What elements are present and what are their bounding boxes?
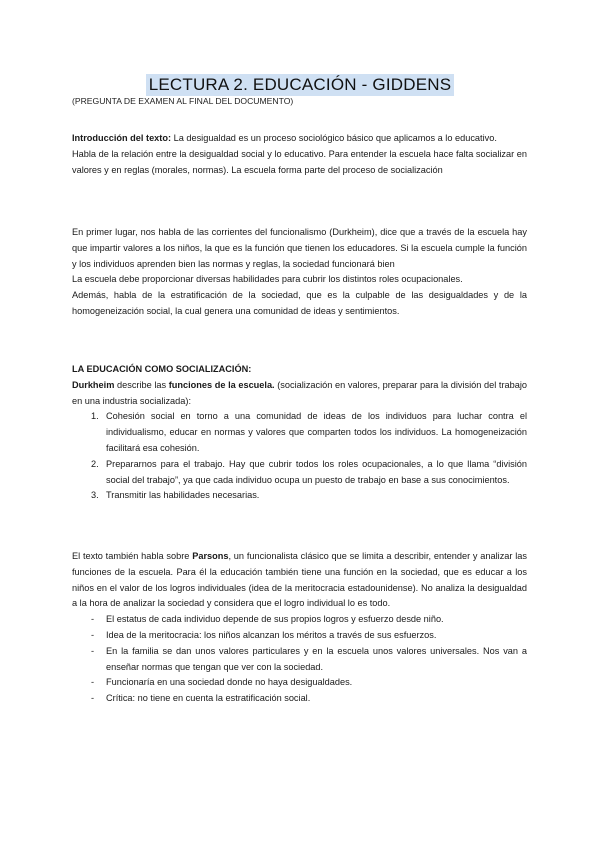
parsons-paragraph — [72, 549, 527, 612]
list-marker: 1. — [91, 411, 99, 422]
intro-paragraph — [72, 131, 527, 147]
socializacion-section — [72, 362, 527, 504]
funcionalismo-paragraph-3: Además, habla de la estratificación de la sociedad, que es la culpable de las desigualdades y de la homogeneización social, la cual genera una comunidad de ideas y sentimientos. — [72, 290, 527, 316]
list-item — [72, 628, 527, 644]
list-item — [72, 691, 527, 707]
durkheim-name: Durkheim — [72, 379, 115, 390]
list-item — [72, 644, 527, 676]
list-marker: - — [91, 645, 95, 656]
list-item-text: Crítica: no tiene en cuenta la estratificación social. — [106, 693, 311, 704]
document-subtitle: (PREGUNTA DE EXAMEN AL FINAL DEL DOCUMENTO) — [72, 96, 294, 106]
parsons-section — [72, 549, 527, 707]
parsons-name: Parsons — [192, 551, 229, 561]
list-item-text: Cohesión social en torno a una comunidad de ideas de los individuos para luchar contra el individualismo, educar en normas y valores que comparten todos los individuos. La homogeneización facilitará esa cohesión. — [106, 411, 527, 453]
list-item — [72, 675, 527, 691]
list-item-text: Idea de la meritocracia: los niños alcanzan los méritos a través de sus esfuerzos. — [106, 629, 437, 640]
durkheim-functions-list — [72, 409, 527, 504]
funcionalismo-section — [72, 225, 527, 320]
list-item — [72, 612, 527, 628]
list-item — [72, 488, 527, 504]
list-item-text: Transmitir las habilidades necesarias. — [106, 490, 260, 501]
intro-label: Introducción del texto: — [72, 133, 172, 143]
funcionalismo-paragraph-2: La escuela debe proporcionar diversas habilidades para cubrir los distintos roles ocupacionales. — [72, 274, 463, 285]
parsons-post: , un funcionalista clásico que se limita a describir, entender y analizar las funciones de la escuela. Para él la educación también tiene una función en la sociedad, que es educar a los niños en el valor de los logros individuales (idea de la meritocracia estadounidense). No analiza la desigualdad a la hora de analizar la sociedad y considera que el logro individual lo es todo. — [72, 551, 528, 609]
intro-text-1: La desigualdad es un proceso sociológico básico que aplicamos a lo educativo. — [171, 133, 497, 143]
durkheim-rest: (socialización en valores, preparar para la división del trabajo en una industria socializada): — [72, 379, 527, 406]
document-title: LECTURA 2. EDUCACIÓN - GIDDENS — [146, 74, 455, 96]
list-item-text: Funcionaría en una sociedad donde no haya desigualdades. — [106, 677, 353, 688]
durkheim-paragraph — [72, 378, 527, 410]
list-marker: - — [91, 614, 95, 625]
durkheim-describe: describe las — [114, 379, 169, 390]
list-marker: - — [91, 677, 95, 688]
list-marker: 3. — [91, 490, 99, 501]
list-marker: - — [91, 693, 95, 704]
list-item — [72, 457, 527, 489]
parsons-pre: El texto también habla sobre — [72, 551, 193, 561]
funciones-escuela: funciones de la escuela. — [168, 379, 275, 390]
intro-paragraph-2: Habla de la relación entre la desigualdad social y lo educativo. Para entender la escuela hace falta socializar en valores y en reglas (morales, normas). La escuela forma parte del proceso de socialización — [72, 148, 527, 175]
list-item-text: En la familia se dan unos valores particulares y en la escuela unos valores universales. Nos van a enseñar normas que tengan que ver con la sociedad. — [106, 645, 527, 672]
intro-section — [72, 131, 527, 178]
funcionalismo-paragraph-1: En primer lugar, nos habla de las corrientes del funcionalismo (Durkheim), dice que a través de la escuela hay que impartir valores a los niños, la que es la función que tienen los educadores. Si la escuela cumple la función y los individuos aprenden bien las normas y reglas, la sociedad funcionará bien — [72, 227, 527, 269]
title-container — [0, 74, 600, 96]
list-item-text: El estatus de cada individuo depende de sus propios logros y esfuerzo desde niño. — [106, 614, 444, 625]
socializacion-heading: LA EDUCACIÓN COMO SOCIALIZACIÓN: — [72, 364, 252, 374]
list-marker: 2. — [91, 458, 99, 469]
list-item-text: Prepararnos para el trabajo. Hay que cubrir todos los roles ocupacionales, a lo que llama “división social del trabajo”, ya que cada individuo ocupa un puesto de trabajo en base a sus conocimientos. — [106, 458, 527, 485]
list-marker: - — [91, 629, 95, 640]
list-item — [72, 409, 527, 456]
parsons-points-list — [72, 612, 527, 707]
